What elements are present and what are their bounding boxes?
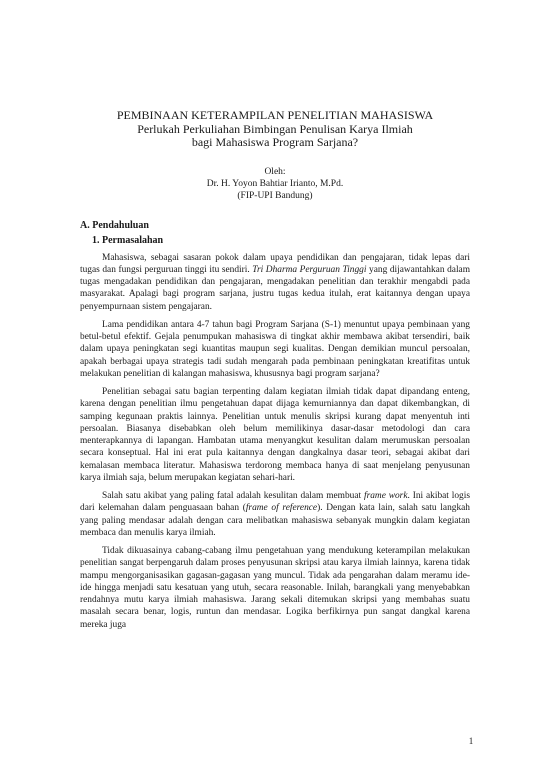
paragraph-4-text-b: . Ini akibat logis dari kelemahan dalam penguasaan bahan ( xyxy=(80,491,470,514)
title-block xyxy=(80,109,470,150)
paragraph-4-text-a: Salah satu akibat yang paling fatal adalah kesulitan dalam membuat xyxy=(102,491,364,501)
author-block xyxy=(80,166,470,202)
paragraph-1-text-b: yang dijawantahkan dalam tugas mengadakan pendidikan dan pengajaran, mengadakan penelitian dan terakhir mengabdi pada masyarakat. Apalagi bagi program sarjana, justru tugas kedua itulah, erat kaitannya dengan upaya penyempurnaan sistem pengajaran. xyxy=(80,264,470,312)
paragraph-4 xyxy=(80,490,470,539)
paragraph-1 xyxy=(80,252,470,313)
paper-subtitle-line-2: bagi Mahasiswa Program Sarjana? xyxy=(191,135,359,149)
paragraph-1-text-a: Mahasiswa, sebagai sasaran pokok dalam upaya pendidikan dan pengajaran, tidak lepas dari tugas dan fungsi perguruan tinggi itu sendiri. xyxy=(80,252,470,275)
paragraph-4-text-c: ). Dengan kata lain, salah satu langkah yang paling mendasar adalah dengan cara melibatkan mahasiswa sebanyak mungkin dalam kegiatan membaca dan menulis karya ilmiah. xyxy=(80,503,470,538)
paragraph-4-emphasis-1: frame work xyxy=(363,491,408,501)
paper-subtitle-line-1: Perlukah Perkuliahan Bimbingan Penulisan Karya Ilmiah xyxy=(137,121,413,136)
paragraph-5: Tidak dikuasainya cabang-cabang ilmu pengetahuan yang mendukung keterampilan melakukan penelitian sangat berpengaruh dalam proses penyusunan skripsi atau karya ilmiah lainnya, karena tidak mampu mengorganisasikan gagasan-gagasan yang muncul. Tidak ada pengarahan dalam meramu ide-ide hingga menjadi satu kesatuan yang utuh, secara reasonable. Inilah, barangkali yang menyebabkan rendahnya mutu karya ilmiah mahasiswa. Jarang sekali ditemukan skripsi yang membahas suatu masalah secara benar, logis, runtun dan mendasar. Logika berfikirnya pun sangat dangkal karena mereka juga xyxy=(80,546,470,630)
page-number: 1 xyxy=(468,736,474,746)
paragraph-1-emphasis: Tri Dharma Perguruan Tinggi xyxy=(252,264,367,275)
paragraph-3: Penelitian sebagai satu bagian terpenting dalam kegiatan ilmiah tidak dapat dipandang enteng, karena dengan penelitian ilmu pengetahuan dapat dijaga kemurniannya dan dapat dikembangkan, di samping kegunaan praktis lainnya. Penelitian untuk menulis skripsi kurang dapat menyentuh inti persoalan. Biasanya disebabkan oleh belum memilikinya dasar-dasar metodologi dan cara menterapkannya di lapangan. Hambatan utama menyangkut kesulitan dalam merumuskan persoalan secara konseptual. Hal ini erat pula kaitannya dengan dangkalnya dasar teori, sebagai akibat dari kemalasan membaca literatur. Mahasiswa terdorong membaca hanya di saat menjelang penyusunan karya ilmiah saja, belum merupakan kegiatan sehari-hari. xyxy=(80,387,470,483)
section-heading: A. Pendahuluan xyxy=(80,219,149,231)
page-content xyxy=(80,109,470,631)
paragraph-4-emphasis-2: frame of reference xyxy=(245,503,318,514)
author-affiliation: (FIP-UPI Bandung) xyxy=(237,190,313,201)
author-label: Oleh: xyxy=(264,166,286,177)
paper-title: PEMBINAAN KETERAMPILAN PENELITIAN MAHASISWA xyxy=(116,108,434,122)
paragraph-2: Lama pendidikan antara 4-7 tahun bagi Program Sarjana (S-1) menuntut upaya pembinaan yang betul-betul efektif. Gejala penumpukan mahasiswa di tingkat akhir membawa akibat tersendiri, baik dalam upaya peningkatan segi kuantitas maupun segi kualitas. Dengan demikian muncul persoalan, apakah berbagai upaya strategis tadi sudah mengarah pada pembinaan peningkatan kreatifitas untuk melakukan penelitian di kalangan mahasiswa, khususnya bagi program sarjana? xyxy=(80,319,470,379)
author-name: Dr. H. Yoyon Bahtiar Irianto, M.Pd. xyxy=(206,178,344,189)
subsection-heading: 1. Permasalahan xyxy=(92,234,164,246)
